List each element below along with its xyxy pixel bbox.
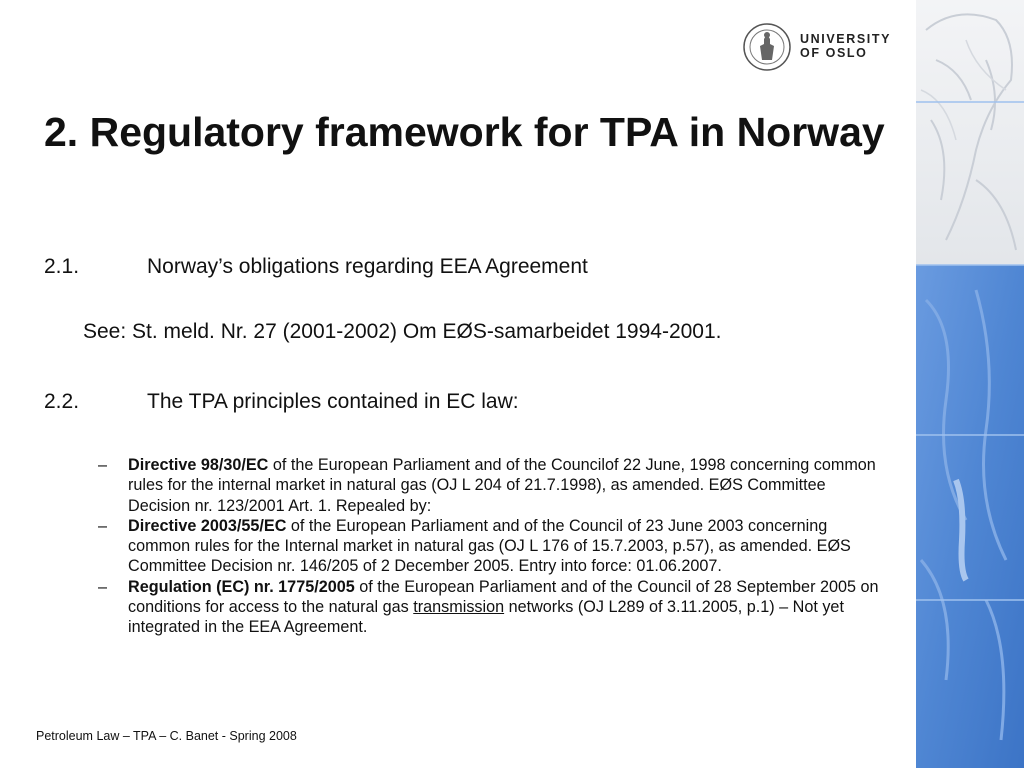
list-item	[98, 577, 888, 638]
section-2-1	[44, 255, 588, 279]
bullet-text: of the European Parliament and of the Councilof 22 June, 1998 concerning common rules for the internal market in natural gas (OJ L 204 of 21.7.1998), as amended. EØS Committee Decision nr. 123/2001 Art. 1. Repealed by:	[128, 456, 876, 515]
section-2-2	[44, 390, 519, 414]
list-item	[98, 516, 888, 577]
section-number: 2.1.	[44, 255, 80, 278]
bullet-bold-title: Directive 98/30/EC	[128, 456, 269, 474]
legislation-list	[98, 455, 888, 638]
section-text: Norway’s obligations regarding EEA Agreement	[147, 255, 588, 278]
university-logo	[742, 22, 912, 74]
slide-title: 2. Regulatory framework for TPA in Norway	[44, 109, 885, 155]
see-reference: See: St. meld. Nr. 27 (2001-2002) Om EØS-samarbeidet 1994-2001.	[83, 320, 722, 343]
list-item	[98, 455, 888, 516]
section-number: 2.2.	[44, 390, 80, 413]
bullet-dash: –	[98, 516, 108, 535]
slide-footer: Petroleum Law – TPA – C. Banet - Spring 2008	[36, 729, 297, 743]
university-seal-icon	[742, 22, 792, 72]
bullet-bold-title: Regulation (EC) nr. 1775/2005	[128, 577, 355, 596]
bullet-text: of the European Parliament and of the Council of 28 September 2005 on conditions for access to the natural gas	[128, 577, 879, 617]
logo-line2: OF OSLO	[800, 46, 868, 60]
underlined-word: transmission	[413, 598, 505, 617]
bullet-text: of the European Parliament and of the Council of 23 June 2003 concerning common rules for the Internal market in natural gas (OJ L 176 of 15.7.2003, p.57), as amended. EØS Committee Decision nr. 146/205 of 2 December 2005. Entry into force: 01.06.2007.	[128, 516, 851, 576]
bullet-dash: –	[98, 456, 108, 474]
university-name	[800, 32, 891, 60]
bullet-dash: –	[98, 577, 108, 596]
logo-line1: UNIVERSITY	[800, 32, 892, 46]
bullet-bold-title: Directive 2003/55/EC	[128, 516, 287, 535]
decorative-side-strip	[916, 0, 1024, 768]
statue-image	[916, 0, 1024, 768]
bullet-text: networks (OJ L289 of 3.11.2005, p.1) – Not yet integrated in the EEA Agreement.	[128, 598, 844, 637]
section-text: The TPA principles contained in EC law:	[147, 390, 519, 413]
